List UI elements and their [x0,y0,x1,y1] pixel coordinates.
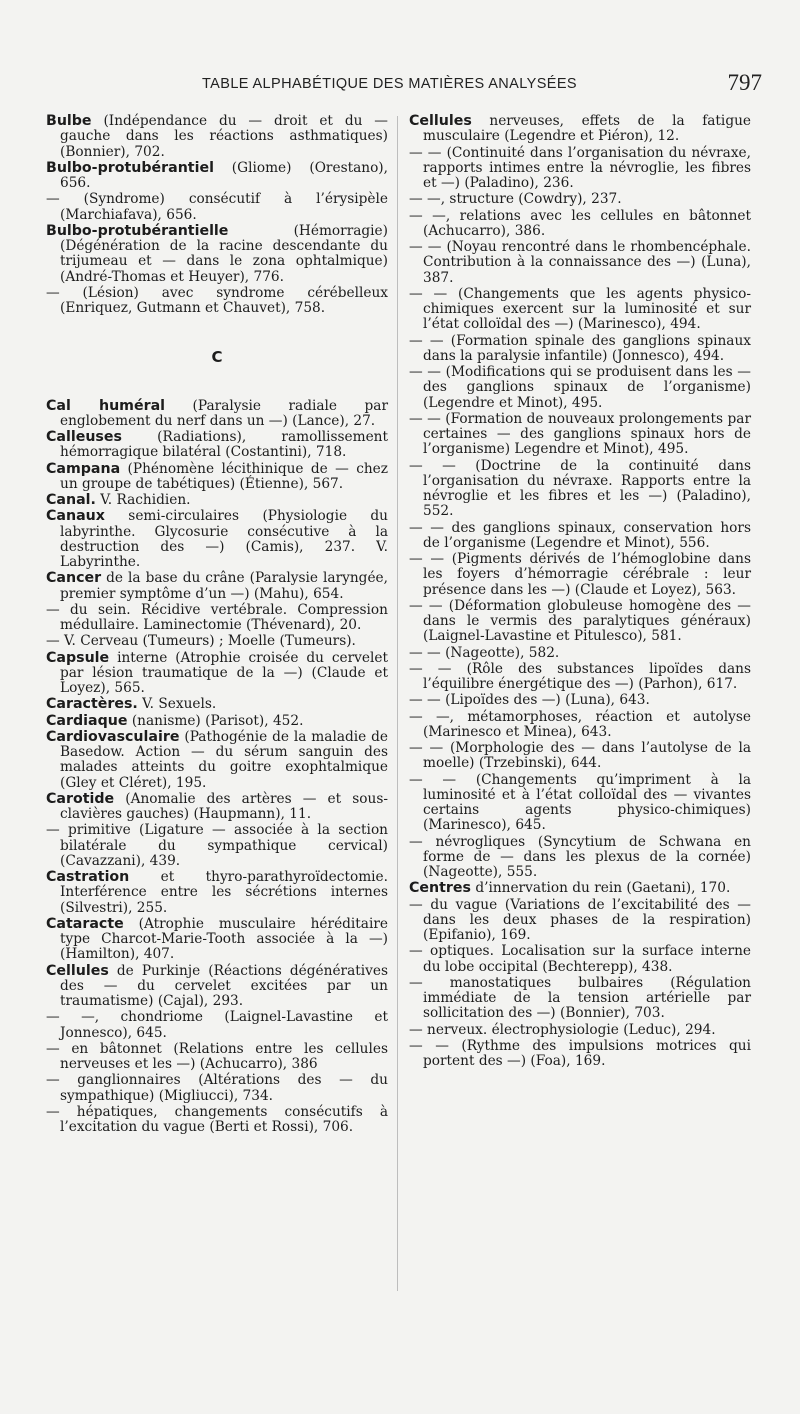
entry-text: (Hémorragie) (Dégénération de la racine descendante du trijumeau et — dans le zona ophtalmique) (André-Thomas et Heuyer), 776. [60,222,388,285]
index-entry [46,651,388,697]
entry-text: — nerveux. électrophysiologie (Leduc), 294. [409,1021,716,1038]
entry-text: — — (Changements qu’impriment à la luminosité et à l’état colloïdal des — vivantes certains agents physico-chimiques) (Marinesco), 645. [409,771,751,834]
index-section-c-continued [409,114,751,1069]
index-entry [409,693,751,708]
entry-text: — —, métamorphoses, réaction et autolyse (Marinesco et Minea), 643. [409,708,751,740]
index-entry [409,773,751,834]
index-entry [46,493,388,508]
index-entry [46,430,388,461]
entry-headword: Capsule [46,649,110,666]
entry-text: — — (Modifications qui se produisent dans les — des ganglions spinaux de l’organisme) (Legendre et Minot), 495. [409,364,751,411]
entry-text: d’innervation du rein (Gaetani), 170. [470,880,731,897]
entry-text: (Pathogénie de la maladie de Basedow. Action — du sérum sanguin des malades atteints du goitre exophtalmique (Gley et Cléret), 195. [60,728,388,791]
entry-text: — — (Formation de nouveaux prolongements par certaines — des ganglions spinaux hors de l’organisme) Legendre et Minot), 495. [409,410,751,458]
index-entry [409,835,751,881]
page-number: 797 [727,70,762,95]
entry-headword: Campana [46,460,121,477]
entry-text: — névrogliques (Syncytium de Schwana en forme de — dans les plexus de la cornée) (Nageotte), 555. [409,833,751,880]
index-entry [409,240,751,286]
entry-headword: Calleuses [46,429,122,445]
index-entry [409,287,751,333]
index-entry [46,462,388,493]
index-entry [46,114,388,160]
index-entry [46,1073,388,1104]
column-divider [397,116,398,1291]
index-entry [409,114,751,145]
entry-headword: Canaux [46,508,105,525]
index-entry [46,964,388,1010]
entry-headword: Cellules [409,113,472,129]
entry-text: — — (Noyau rencontré dans le rhombencéphale. Contribution à la connaissance des —) (Luna), 387. [409,239,751,286]
index-entry [46,571,388,602]
index-entry [46,1010,388,1041]
index-entry [46,792,388,823]
index-entry [409,646,751,661]
entry-text: — du sein. Récidive vertébrale. Compression médullaire. Laminectomie (Thévenard), 20. [46,601,388,633]
entry-text: — —, structure (Cowdry), 237. [409,191,622,208]
index-entry [409,662,751,693]
entry-text: — (Lésion) avec syndrome cérébelleux (Enriquez, Gutmann et Chauvet), 758. [46,284,388,316]
page-header [52,72,762,96]
entry-headword: Cataracte [46,915,124,932]
index-entry [409,881,751,896]
entry-text: — — (Rôle des substances lipoïdes dans l’équilibre énergétique des —) (Parhon), 617. [409,660,751,692]
index-entry [46,1105,388,1136]
index-section-b [46,114,388,316]
index-entry [46,634,388,649]
entry-text: (Atrophie musculaire héréditaire type Charcot-Marie-Tooth associée à la —) (Hamilton), 407. [60,915,388,963]
index-entry [46,917,388,963]
index-entry [409,1023,751,1038]
entry-text: — — (Lipoïdes des —) (Luna), 643. [409,692,650,709]
index-entry [46,192,388,223]
index-entry [409,209,751,240]
entry-text: — — (Déformation globuleuse homogène des — dans le vermis des paralytiques généraux) (Laignel-Lavastine et Pitulesco), 581. [409,597,751,645]
entry-text: — — (Pigments dérivés de l’hémoglobine dans les foyers d’hémorragie cérébrale : leur présence dans les —) (Claude et Loyez), 563. [409,551,751,598]
entry-text: — — (Continuité dans l’organisation du névraxe, rapports intimes entre la névroglie, les fibres et —) (Paladino), 236. [409,144,751,191]
entry-text: (Phénomène lécithinique de — chez un groupe de tabétiques) (Étienne), 567. [60,460,388,492]
entry-text: (Radiations), ramollissement hémorragique bilatéral (Costantini), 718. [60,429,388,461]
index-entry [46,286,388,317]
entry-headword: Carotide [46,790,115,807]
index-entry [409,898,751,944]
index-entry [409,192,751,207]
entry-text: — primitive (Ligature — associée à la section bilatérale du sympathique cervical) (Cavazzani), 439. [46,822,388,869]
entry-headword: Cellules [46,962,109,979]
index-entry [409,976,751,1022]
entry-text: (Paralysie radiale par englobement du nerf dans un —) (Lance), 27. [60,397,388,429]
running-title: TABLE ALPHABÉTIQUE DES MATIÈRES ANALYSÉES [202,76,577,92]
entry-text: — — (Morphologie des — dans l’autolyse de la moelle) (Trzebinski), 644. [409,740,751,772]
index-entry [46,509,388,570]
index-entry [409,944,751,975]
entry-headword: Cal huméral [46,397,166,414]
index-entry [46,697,388,712]
entry-text: de Purkinje (Réactions dégénératives des — du cervelet excitées par un traumatisme) (Cajal), 293. [60,962,388,1009]
entry-headword: Cardiovasculaire [46,728,180,745]
entry-text: V. Rachidien. [95,492,191,508]
entry-text: (nanisme) (Parisot), 452. [127,712,304,729]
entry-text: — hépatiques, changements consécutifs à l’excitation du vague (Berti et Rossi), 706. [46,1103,388,1135]
index-entry [409,365,751,411]
entry-text: — V. Cerveau (Tumeurs) ; Moelle (Tumeurs). [46,633,356,650]
index-entry [409,599,751,645]
entry-text: — — (Formation spinale des ganglions spinaux dans la paralysie infantile) (Jonnesco), 494. [409,332,751,364]
index-entry [46,1042,388,1073]
entry-headword: Canal. [46,492,96,508]
entry-headword: Bulbo-protubérantielle [46,222,229,239]
entry-text: (Indépendance du — droit et du — gauche dans les réactions asthmatiques) (Bonnier), 702. [60,113,388,160]
index-entry [409,146,751,192]
index-entry [409,1039,751,1070]
entry-text: — —, chondriome (Laignel-Lavastine et Jonnesco), 645. [46,1009,388,1041]
entry-headword: Cancer [46,570,102,587]
entry-text: — —, relations avec les cellules en bâtonnet (Achucarro), 386. [409,207,751,239]
entry-headword: Bulbo-protubérantiel [46,159,214,176]
entry-headword: Centres [409,880,471,897]
section-letter: C [211,348,223,367]
index-entry [46,224,388,285]
entry-text: et thyro-parathyroïdectomie. Interférence entre les sécrétions internes (Silvestri), 255. [60,869,388,916]
index-entry [46,161,388,192]
index-entry [409,459,751,520]
entry-text: — — (Doctrine de la continuité dans l’organisation du névraxe. Rapports entre la névroglie et les fibres et les —) (Paladino), 552. [409,457,751,520]
right-column [409,114,751,1070]
entry-text: — ganglionnaires (Altérations des — du sympathique) (Migliucci), 734. [46,1072,388,1104]
index-entry [409,521,751,552]
entry-text: (Anomalie des artères — et sous-clavières gauches) (Haupmann), 11. [60,790,388,822]
index-entry [46,730,388,791]
entry-text: — — (Rythme des impulsions motrices qui portent des —) (Foa), 169. [409,1037,751,1069]
entry-text: — (Syndrome) consécutif à l’érysipèle (Marchiafava), 656. [46,191,388,223]
entry-headword: Castration [46,869,130,885]
index-entry [409,412,751,458]
index-entry [46,823,388,869]
index-entry [409,334,751,365]
entry-text: — — (Nageotte), 582. [409,644,560,661]
index-section-c [46,399,388,1136]
entry-text: nerveuses, effets de la fatigue musculaire (Legendre et Piéron), 12. [423,113,751,145]
entry-text: V. Sexuels. [137,696,217,713]
entry-text: — du vague (Variations de l’excitabilité des — dans les deux phases de la respiration) (Epifanio), 169. [409,896,751,943]
entry-headword: Cardiaque [46,712,128,729]
index-entry [46,399,388,430]
index-entry [409,552,751,598]
entry-text: de la base du crâne (Paralysie laryngée, premier symptôme d’un —) (Mahu), 654. [60,570,388,602]
entry-headword: Bulbe [46,113,92,129]
entry-text: semi-circulaires (Physiologie du labyrinthe. Glycosurie consécutive à la destruction des —) (Camis), 237. V. Labyrinthe. [60,508,388,570]
entry-text: — manostatiques bulbaires (Régulation immédiate de la tension artérielle par sollicitation des —) (Bonnier), 703. [409,974,751,1022]
entry-text: — optiques. Localisation sur la surface interne du lobe occipital (Bechterepp), 438. [409,943,751,975]
index-entry [409,741,751,772]
index-entry [46,603,388,634]
entry-text: (Gliome) (Orestano), 656. [60,159,388,191]
entry-text: interne (Atrophie croisée du cervelet par lésion traumatique de la —) (Claude et Loyez), 565. [60,649,388,696]
entry-text: — en bâtonnet (Relations entre les cellules nerveuses et les —) (Achucarro), 386 [46,1040,388,1072]
entry-text: — — (Changements que les agents physico-chimiques exercent sur la luminosité et sur l’état colloïdal des —) (Marinesco), 494. [409,285,751,333]
index-entry [409,710,751,741]
left-column [46,114,388,1136]
entry-text: — — des ganglions spinaux, conservation hors de l’organisme (Legendre et Minot), 556. [409,519,751,551]
entry-headword: Caractères. [46,696,138,713]
index-entry [46,870,388,916]
index-entry [46,714,388,729]
